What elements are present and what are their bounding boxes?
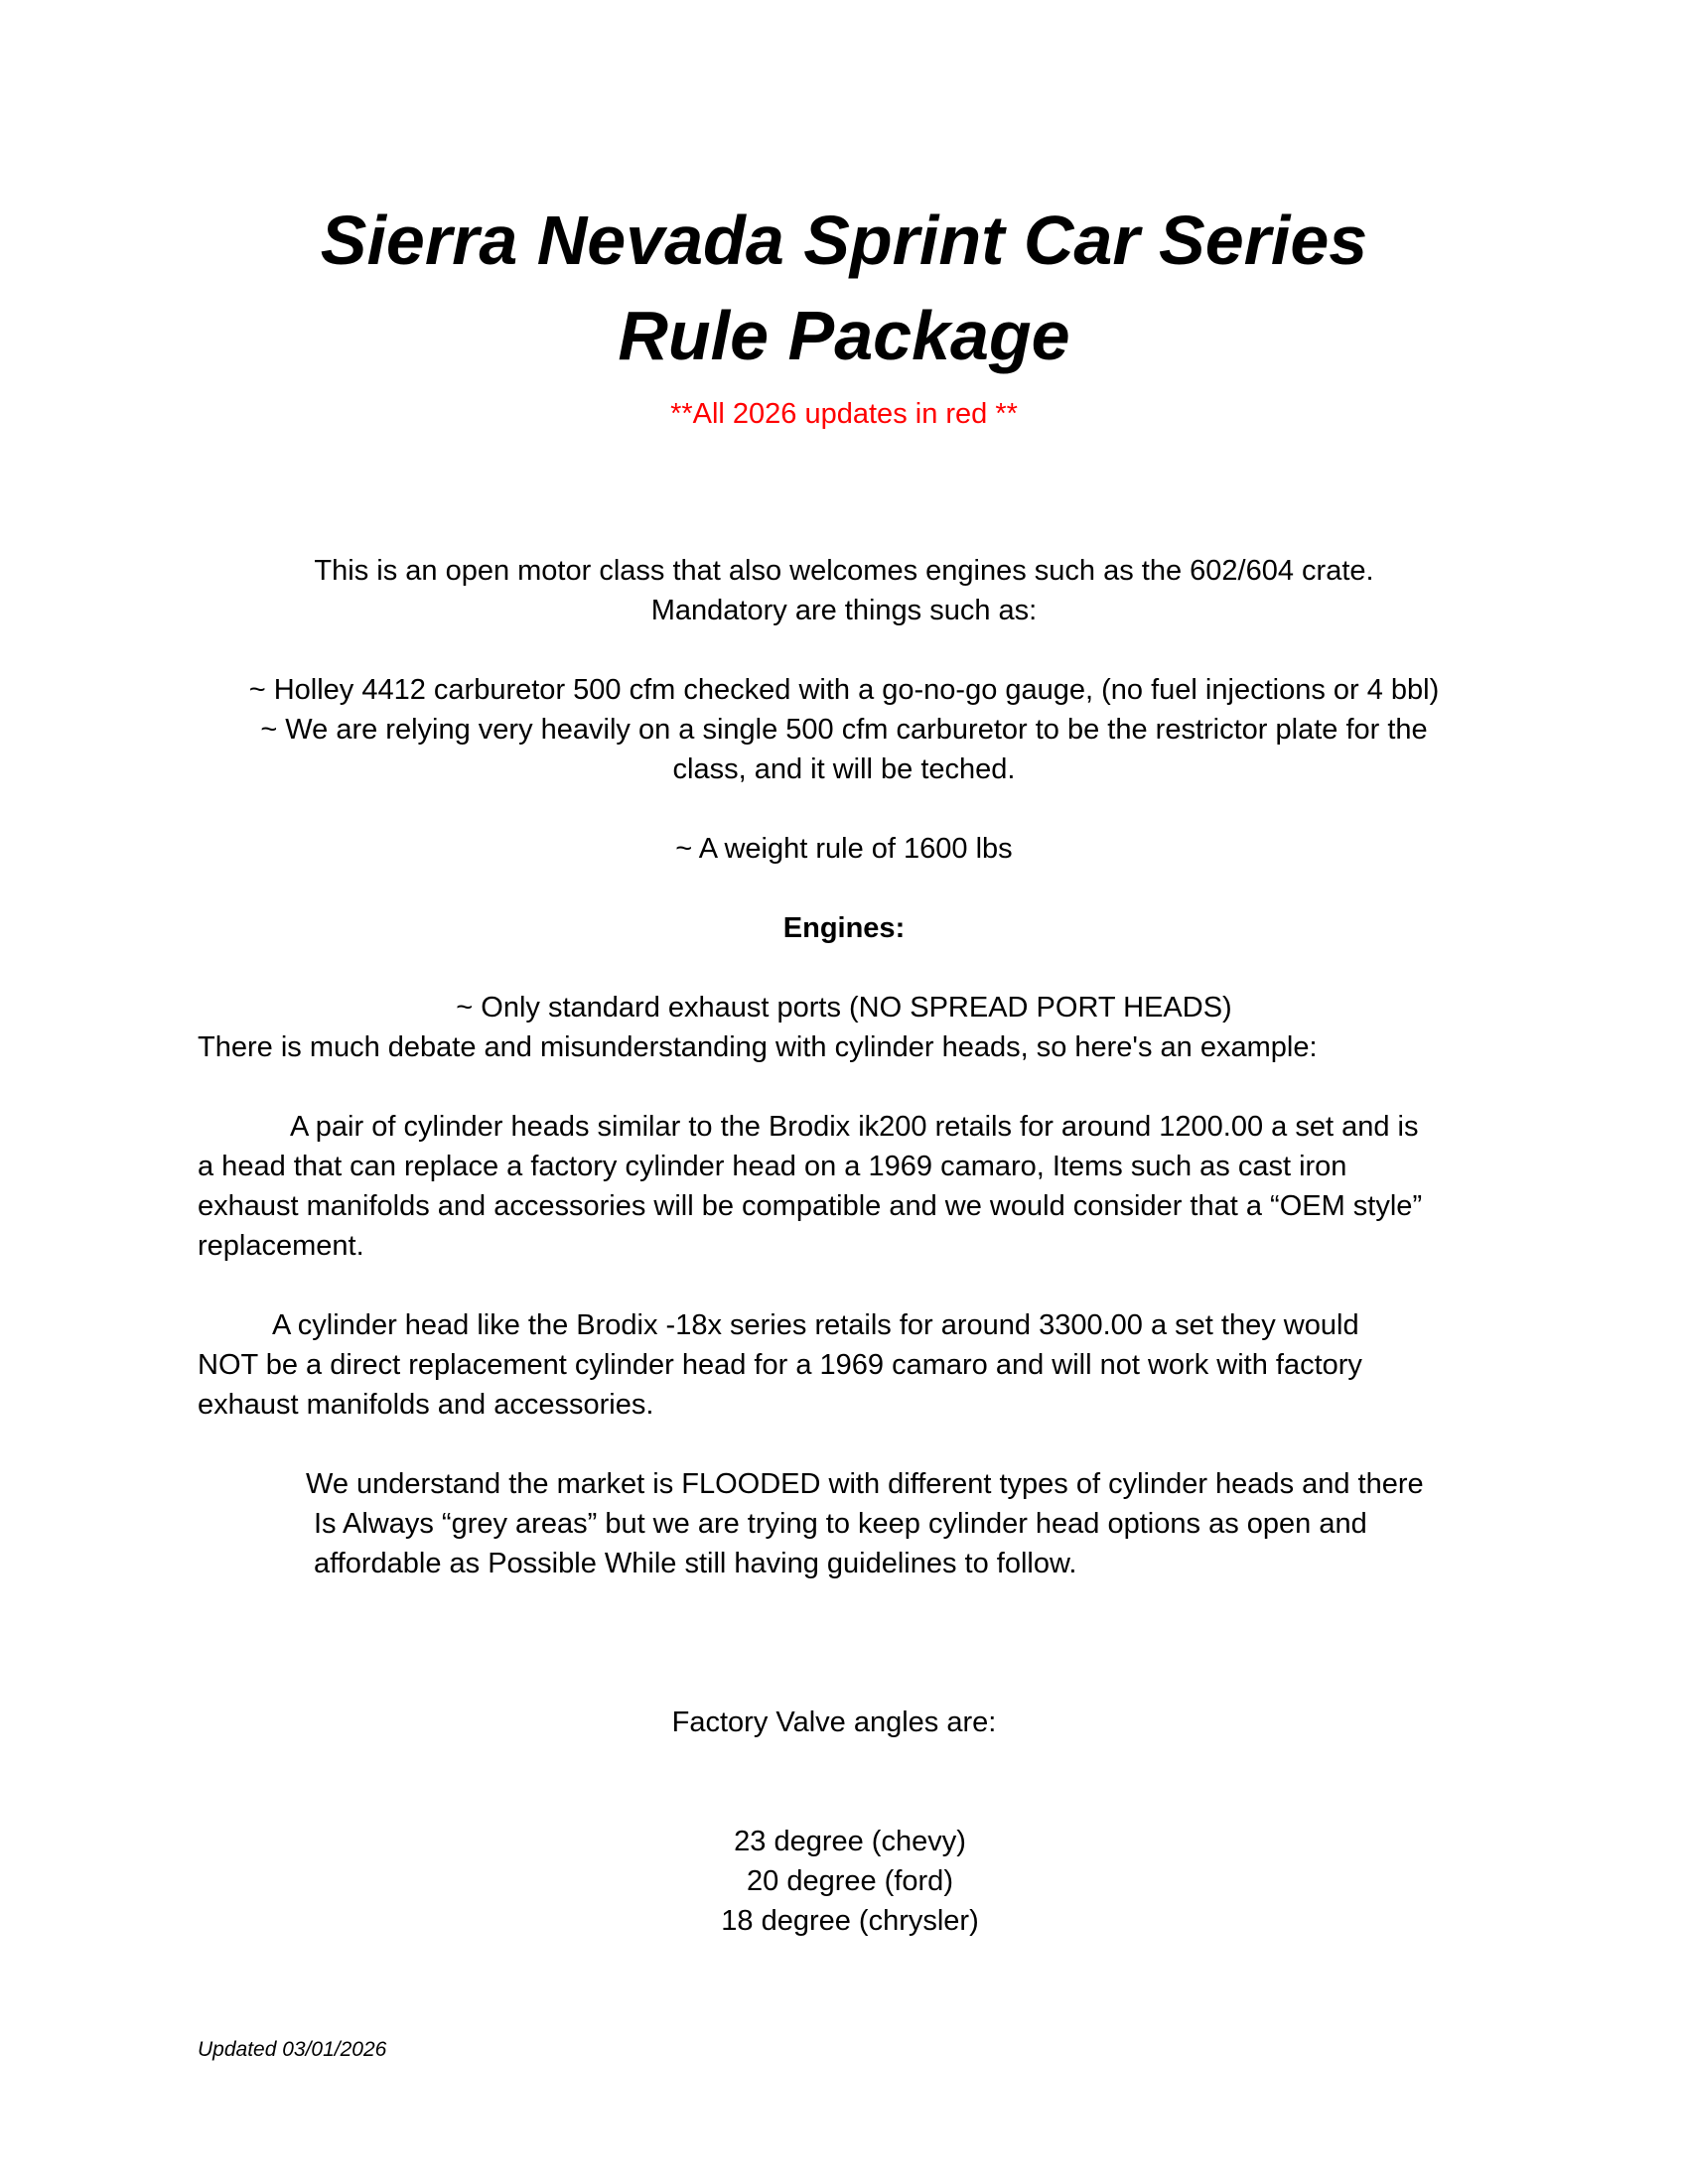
- updated-date: Updated 03/01/2026: [198, 2038, 387, 2061]
- restrictor-line-1: ~ We are relying very heavily on a single 500 cfm carburetor to be the restrictor plate for the: [260, 714, 1428, 746]
- carb-rule: ~ Holley 4412 carburetor 500 cfm checked with a go-no-go gauge, (no fuel injections or 4 bbl): [248, 674, 1440, 706]
- restrictor-line-2: class, and it will be teched.: [672, 753, 1016, 785]
- intro-line-2: Mandatory are things such as:: [650, 595, 1038, 626]
- valve-heading: Factory Valve angles are:: [671, 1706, 997, 1738]
- ik200-line-3: exhaust manifolds and accessories will be compatible and we would consider that a “OEM style”: [198, 1190, 1423, 1222]
- ik200-line-2: a head that can replace a factory cylinder head on a 1969 camaro, Items such as cast iron: [198, 1151, 1347, 1182]
- market-line-1: We understand the market is FLOODED with different types of cylinder heads and there: [306, 1468, 1424, 1500]
- valve-angle-chrysler: 18 degree (chrysler): [721, 1905, 979, 1937]
- valve-angle-ford: 20 degree (ford): [747, 1865, 953, 1897]
- exhaust-rule: ~ Only standard exhaust ports (NO SPREAD PORT HEADS): [456, 992, 1232, 1024]
- debate-line: There is much debate and misunderstanding with cylinder heads, so here's an example:: [198, 1031, 1318, 1063]
- valve-angle-chevy: 23 degree (chevy): [734, 1826, 966, 1857]
- title-line-1: Sierra Nevada Sprint Car Series: [320, 202, 1368, 279]
- brodix18-line-2: NOT be a direct replacement cylinder head for a 1969 camaro and will not work with factory: [198, 1349, 1362, 1381]
- ik200-line-1: A pair of cylinder heads similar to the Brodix ik200 retails for around 1200.00 a set and is: [290, 1111, 1419, 1143]
- updates-note: **All 2026 updates in red **: [670, 398, 1018, 430]
- engines-heading: Engines:: [782, 912, 906, 944]
- intro-line-1: This is an open motor class that also welcomes engines such as the 602/604 crate.: [314, 555, 1374, 587]
- market-line-3: affordable as Possible While still having guidelines to follow.: [314, 1548, 1077, 1579]
- weight-rule: ~ A weight rule of 1600 lbs: [675, 833, 1013, 865]
- title-line-2: Rule Package: [618, 297, 1070, 374]
- brodix18-line-3: exhaust manifolds and accessories.: [198, 1389, 654, 1421]
- ik200-line-4: replacement.: [198, 1230, 364, 1262]
- market-line-2: Is Always “grey areas” but we are trying to keep cylinder head options as open and: [314, 1508, 1367, 1540]
- brodix18-line-1: A cylinder head like the Brodix -18x series retails for around 3300.00 a set they would: [272, 1309, 1359, 1341]
